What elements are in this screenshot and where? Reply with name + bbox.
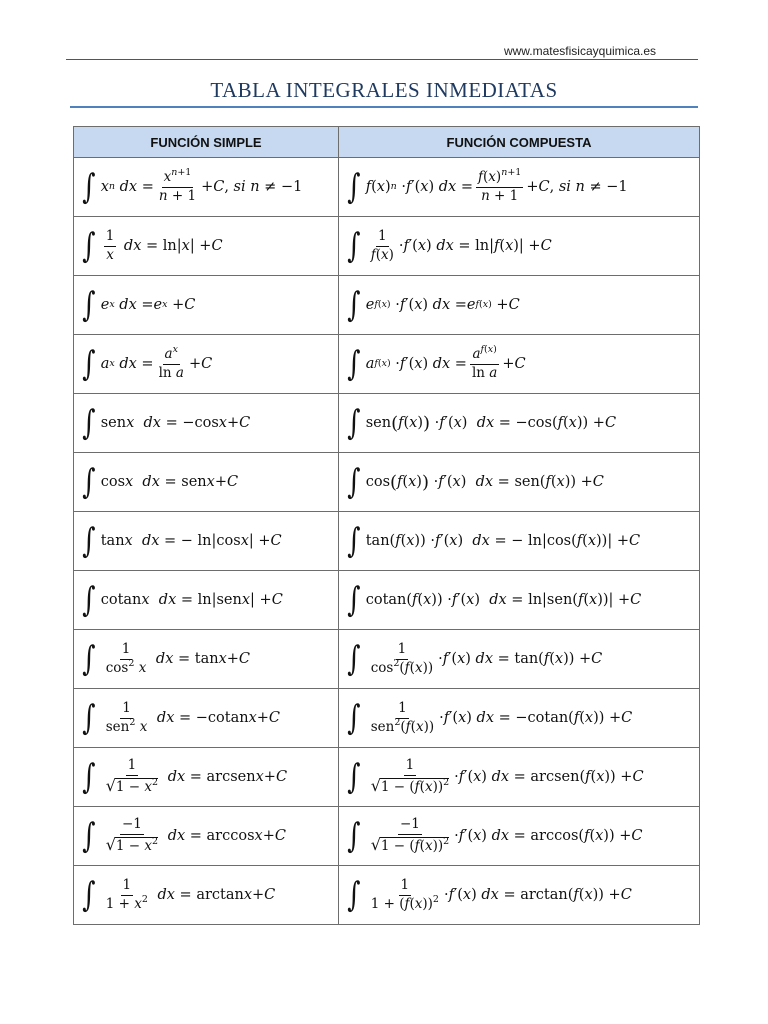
formula-compuesta: ∫ a f(x) · f ′( x ) dx = $a^{f(x)}$ ln a + C	[339, 335, 700, 394]
formula-simple: ∫ 1 $\cos^2 x$ dx = tan x + C	[74, 630, 339, 689]
formula-compuesta: ∫ 1 sen$^2$(f(x)) · f ′( x ) dx = −cotan( f ( x )) + C	[339, 689, 700, 748]
table-row	[74, 807, 700, 866]
formula-simple: ∫ 1 x dx = ln| x | + C	[74, 217, 339, 276]
header-funcion-simple: FUNCIÓN SIMPLE	[74, 127, 339, 158]
formula-simple: ∫ cos x dx = sen x + C	[74, 453, 339, 512]
formula-compuesta: ∫ f ( x ) n · f ′( x ) dx = $f(x)^{n+1}$ n + 1 + C , si n ≠ −1	[339, 158, 700, 217]
website-url: www.matesfisicayquimica.es	[503, 44, 656, 58]
formula-compuesta: ∫ −1 $√1 - (f(x))^2$ · f ′( x ) dx = arccos( f ( x )) + C	[339, 807, 700, 866]
page-title: TABLA INTEGRALES INMEDIATAS	[210, 78, 558, 102]
table-row	[74, 748, 700, 807]
integrals-table	[73, 126, 700, 925]
formula-simple: ∫ x n dx = $x^{n+1}$ n + 1 + C , si n ≠ −1	[74, 158, 339, 217]
formula-simple: ∫ 1 $1 + x^2$ dx = arctan x + C	[74, 866, 339, 925]
table-row	[74, 571, 700, 630]
formula-compuesta: ∫ 1 f(x) · f ′( x ) dx = ln| f ( x )| + C	[339, 217, 700, 276]
table-row	[74, 276, 700, 335]
formula-compuesta: ∫ cotan( f ( x )) · f ′( x ) dx = ln|sen( f ( x ))| + C	[339, 571, 700, 630]
formula-compuesta: ∫ sen ( f ( x ) ) · f ′( x ) dx = −cos( f ( x )) + C	[339, 394, 700, 453]
formula-simple: ∫ a x dx = $a^x$ ln a + C	[74, 335, 339, 394]
title-underline	[70, 106, 698, 108]
table-row	[74, 866, 700, 925]
formula-compuesta: ∫ 1 $\cos^2(f(x))$ · f ′( x ) dx = tan( f ( x )) + C	[339, 630, 700, 689]
formula-compuesta: ∫ e f(x) · f ′( x ) dx = e f(x) + C	[339, 276, 700, 335]
formula-simple: ∫ −1 $√1 - x^2$ dx = arccos x + C	[74, 807, 339, 866]
formula-simple: ∫ sen x dx = −cos x + C	[74, 394, 339, 453]
formula-compuesta: ∫ tan( f ( x )) · f ′( x ) dx = − ln|cos( f ( x ))| + C	[339, 512, 700, 571]
table-row	[74, 512, 700, 571]
table-row	[74, 630, 700, 689]
formula-compuesta: ∫ cos ( f ( x ) ) · f ′( x ) dx = sen( f ( x )) + C	[339, 453, 700, 512]
table-header-row	[74, 127, 700, 158]
formula-simple: ∫ 1 sen$^2$ x dx = −cotan x + C	[74, 689, 339, 748]
table-row	[74, 158, 700, 217]
formula-simple: ∫ 1 $√1 - x^2$ dx = arcsen x + C	[74, 748, 339, 807]
formula-simple: ∫ e x dx = e x + C	[74, 276, 339, 335]
header-rule	[66, 59, 698, 60]
table-row	[74, 453, 700, 512]
table-row	[74, 217, 700, 276]
table-row	[74, 394, 700, 453]
formula-compuesta: ∫ 1 $1 + (f(x))^2$ · f ′( x ) dx = arctan( f ( x )) + C	[339, 866, 700, 925]
formula-simple: ∫ cotan x dx = ln|sen x | + C	[74, 571, 339, 630]
formula-simple: ∫ tan x dx = − ln|cos x | + C	[74, 512, 339, 571]
table-row	[74, 335, 700, 394]
header-funcion-compuesta: FUNCIÓN COMPUESTA	[339, 127, 700, 158]
table-row	[74, 689, 700, 748]
formula-compuesta: ∫ 1 $√1 - (f(x))^2$ · f ′( x ) dx = arcsen( f ( x )) + C	[339, 748, 700, 807]
